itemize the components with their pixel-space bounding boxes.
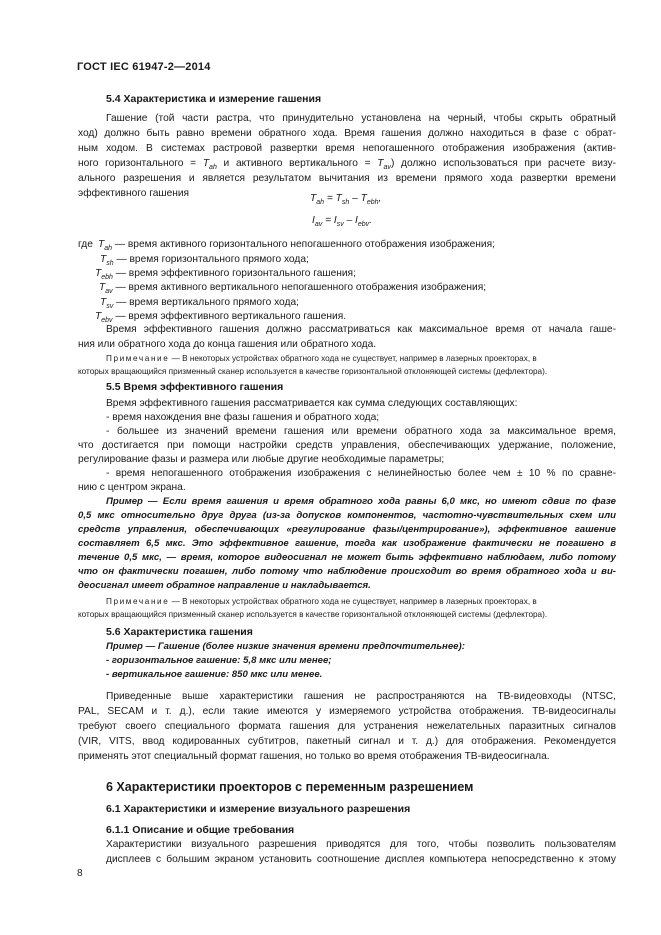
s55-list-item: - время непогашенного отображения изображения с нелинейностью более чем ± 10 % по сравне- (106, 468, 616, 479)
s55-line: Время эффективного гашения рассматривается как сумма следующих составляющих: (106, 398, 518, 409)
s54-p1-line: Гашение (той части растра, что принудительно установлена на черный, чтобы скрыть обратный (106, 113, 616, 124)
s54-p1-line-with-symbols: ного горизонтального = $T_{ah}$ и активного вертикального = $T_{av}$) должно использоваться при расчете визу- (78, 158, 617, 171)
s55-line: что достигается при помощи настройки средств управления, обеспечивающих удержание, положение, (78, 440, 616, 451)
definition-item: $T_{ah}$ — время активного горизонтального непогашенного отображения изображения; (98, 239, 495, 252)
s56-p-line: применять этот специальный формат гашения, но только во время отображения ТВ-видеосигнала. (78, 751, 550, 762)
s54-p2-line: ния или обратного хода до конца гашения или обратного хода. (78, 339, 377, 350)
s56-example-item: - горизонтальное гашение: 5,8 мкс или менее; (106, 655, 332, 666)
s54-note-line: которых вращающийся призменный сканер используется в качестве горизонтальной отклоняющей системы (дефлектора). (78, 367, 548, 376)
s55-list-item: - время нахождения вне фазы гашения и обратного хода; (106, 412, 380, 423)
s55-example-line: что он фактически погашен, либо потому что наблюдение происходит во время обратного хода и ви- (78, 566, 616, 577)
section-5-4-title: 5.4 Характеристика и измерение гашения (106, 93, 322, 105)
s55-example-line: деосигнал имеет обратное направление и накладывается. (78, 580, 371, 591)
s55-example-line: Пример — Если время гашения и время обратного хода равны 6,0 мкс, но имеют сдвиг по фазе (106, 496, 616, 507)
definition-item: $T_{sv}$ — время вертикального прямого хода; (100, 297, 299, 310)
s55-example-line: составляет 6,5 мкс. Это эффективное гашение, тогда как изображение фактически не погашено в (78, 538, 616, 549)
s56-p-line: (VIR, VITS, ввод кодированных субтитров, пакетный сигнал и т. д.) для отображения. Рекомендуется (78, 736, 616, 747)
s6-p-line: дисплеев с большим экраном установить соотношение дисплея компьютера непосредственно к этому (106, 854, 616, 865)
where-label: где (78, 239, 93, 250)
definition-item: $T_{av}$ — время активного вертикального непогашенного отображения изображения; (99, 282, 487, 295)
s56-p-line: требуют своего специального формата гашения для устранения нежелательных паразитных сигналов (78, 721, 616, 732)
section-6-title: 6 Характеристики проекторов с переменным разрешением (106, 780, 474, 794)
s54-p1-line: эффективного гашения (78, 188, 190, 199)
s54-p1-line: ход) должно быть равно времени обратного хода. Время гашения должно находиться в фазе с обрат- (78, 128, 616, 139)
section-5-5-title: 5.5 Время эффективного гашения (106, 381, 284, 393)
formula-horizontal: $T_{ah} = T_{sh} - T_{ebh}$, (310, 193, 382, 206)
s55-line: регулирование фазы и размера или любые другие необходимые параметры; (78, 454, 445, 465)
definition-item: $T_{ebh}$ — время эффективного горизонтального гашения; (95, 268, 356, 281)
section-6-1-title: 6.1 Характеристики и измерение визуального разрешения (106, 803, 411, 815)
s55-example-line: 0,5 мкс относительно друг друга (из-за допусков компонентов, частотно-чувствительных схем или (78, 510, 616, 521)
page-number: 8 (77, 868, 83, 879)
s56-p-line: Приведенные выше характеристики гашения не распространяются на ТВ-видеовходы (NTSC, (106, 691, 616, 702)
s56-example-item: - вертикальное гашение: 850 мкс или менее. (106, 669, 323, 680)
s54-note: Примечание — В некоторых устройствах обратного хода не существует, например в лазерных проекторах, в (106, 354, 537, 363)
s55-line: нию с центром экрана. (78, 482, 186, 493)
section-6-1-1-title: 6.1.1 Описание и общие требования (106, 824, 295, 836)
section-5-6-title: 5.6 Характеристика гашения (106, 626, 253, 638)
definition-item: $T_{ebv}$ — время эффективного вертикального гашения. (95, 311, 347, 324)
formula-vertical: $I_{av} = I_{sv} - I_{ebv}$. (312, 215, 373, 228)
s55-note: Примечание — В некоторых устройствах обратного хода не существует, например в лазерных проекторах, в (106, 597, 537, 606)
s54-p1-line: ным ходом. В системах растровой развертки время непогашенного отображения изображения (актив- (78, 143, 616, 154)
s56-example-line: Пример — Гашение (более низкие значения времени предпочтительнее): (106, 641, 465, 652)
s56-p-line: PAL, SECAM и т. д.), если такие имеются у измеряемого устройства отображения. ТВ-видеосигналы (78, 706, 616, 717)
s6-p-line: Характеристики визуального разрешения приводятся для того, чтобы позволить пользователям (106, 839, 616, 850)
s55-example-line: средств управления, обеспечивающих «регулирование фазы/центрирование»), эффективное гашение (78, 524, 616, 535)
s55-list-item: - большее из значений времени гашения или времени обратного хода за максимальное время, (106, 426, 616, 437)
s55-example-line: течение 0,5 мкс, — время, которое видеосигнал не может быть эффективно наблюдаем, либо потому (78, 552, 616, 563)
s54-p2-line: Время эффективного гашения должно рассматриваться как максимальное время от начала гаше- (106, 324, 616, 335)
definition-item: $T_{sh}$ — время горизонтального прямого хода; (100, 254, 309, 267)
standard-header: ГОСТ IEC 61947-2—2014 (77, 61, 211, 73)
s55-note-line: которых вращающийся призменный сканер используется в качестве горизонтальной отклоняющей системы (дефлектора). (78, 610, 548, 619)
s54-p1-line: ального разрешения и является результатом вычитания из времени прямого хода развертки времени (78, 173, 616, 184)
